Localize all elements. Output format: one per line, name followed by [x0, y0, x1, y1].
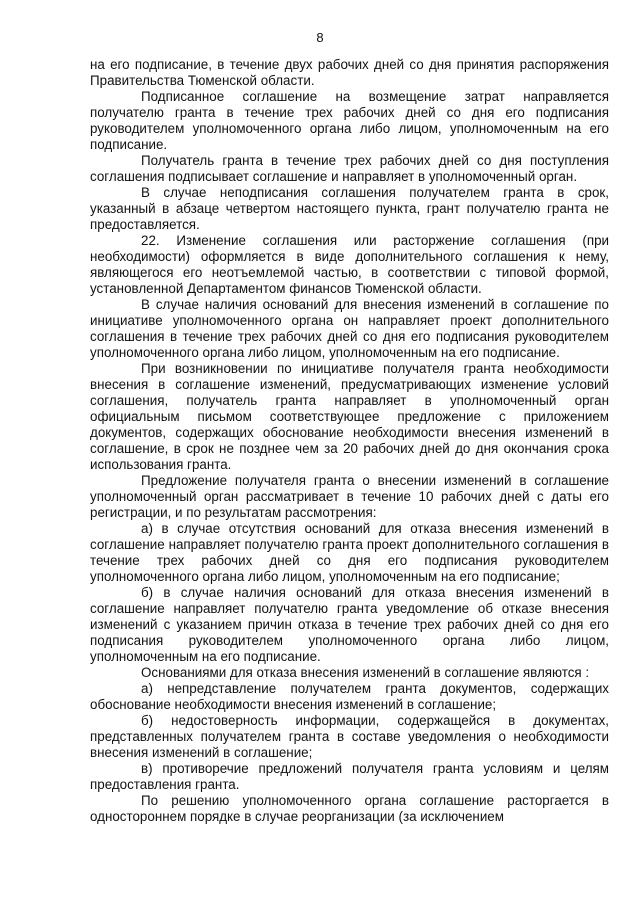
paragraph-continuation: на его подписание, в течение двух рабочих дней со дня принятия распоряжения Правительства Тюменской области. — [90, 57, 609, 88]
paragraph-item-b: б) в случае наличия оснований для отказа внесения изменений в соглашение направляет получателю гранта уведомление об отказе внесения изменений с указанием причин отказа в течение трех рабочих дней со дня его подписания руководителем уполномоченного органа либо лицом, уполномоченным на его подписание. — [90, 585, 609, 664]
paragraph-proposal-review: Предложение получателя гранта о внесении изменений в соглашение уполномоченный орган рассматривает в течение 10 рабочих дней с даты его регистрации, и по результатам рассмотрения: — [90, 473, 609, 520]
paragraph-termination: По решению уполномоченного органа соглашение расторгается в одностороннем порядке в случае реорганизации (за исключением — [90, 793, 609, 824]
paragraph-ground-a: а) непредставление получателем гранта документов, содержащих обоснование необходимости внесения изменений в соглашение; — [90, 681, 609, 712]
paragraph-item-a: а) в случае отсутствия оснований для отказа внесения изменений в соглашение направляет получателю гранта проект дополнительного соглашения в течение трех рабочих дней со дня его подписания руководителем уполномоченного органа либо лицом, уполномоченным на его подписание; — [90, 521, 609, 584]
paragraph-ground-b: б) недостоверность информации, содержащейся в документах, представленных получателем гранта в составе уведомления о необходимости внесения изменений в соглашение; — [90, 713, 609, 760]
page-number: 8 — [316, 30, 324, 45]
paragraph-ground-c: в) противоречие предложений получателя гранта условиям и целям предоставления гранта. — [90, 761, 609, 792]
paragraph-recipient-signs: Получатель гранта в течение трех рабочих дней со дня поступления соглашения подписывает соглашение и направляет в уполномоченный орган. — [90, 153, 609, 184]
paragraph-refusal-grounds: Основаниями для отказа внесения изменений в соглашение являются : — [141, 665, 590, 680]
document-body — [90, 57, 609, 825]
paragraph-recipient-initiative: При возникновении по инициативе получателя гранта необходимости внесения в соглашение изменений, предусматривающих изменение условий соглашения, получатель гранта направляет в уполномоченный орган официальным письмом соответствующее предложение с приложением документов, содержащих обоснование необходимости внесения изменений в соглашение, в срок не позднее чем за 20 рабочих дней до дня окончания срока использования гранта. — [90, 361, 609, 472]
paragraph-non-signing: В случае неподписания соглашения получателем гранта в срок, указанный в абзаце четвертом настоящего пункта, грант получателю гранта не предоставляется. — [90, 185, 609, 232]
paragraph-authority-initiative: В случае наличия оснований для внесения изменений в соглашение по инициативе уполномоченного органа он направляет проект дополнительного соглашения в течение трех рабочих дней со дня его подписания руководителем уполномоченного органа либо лицом, уполномоченным на его подписание. — [90, 297, 609, 360]
paragraph-clause-22: 22. Изменение соглашения или расторжение соглашения (при необходимости) оформляется в виде дополнительного соглашения к нему, являющегося его неотъемлемой частью, в соответствии с типовой формой, установленной Департаментом финансов Тюменской области. — [90, 233, 609, 296]
paragraph-signed-agreement: Подписанное соглашение на возмещение затрат направляется получателю гранта в течение трех рабочих дней со дня его подписания руководителем уполномоченного органа либо лицом, уполномоченным на его подписание. — [90, 89, 609, 152]
